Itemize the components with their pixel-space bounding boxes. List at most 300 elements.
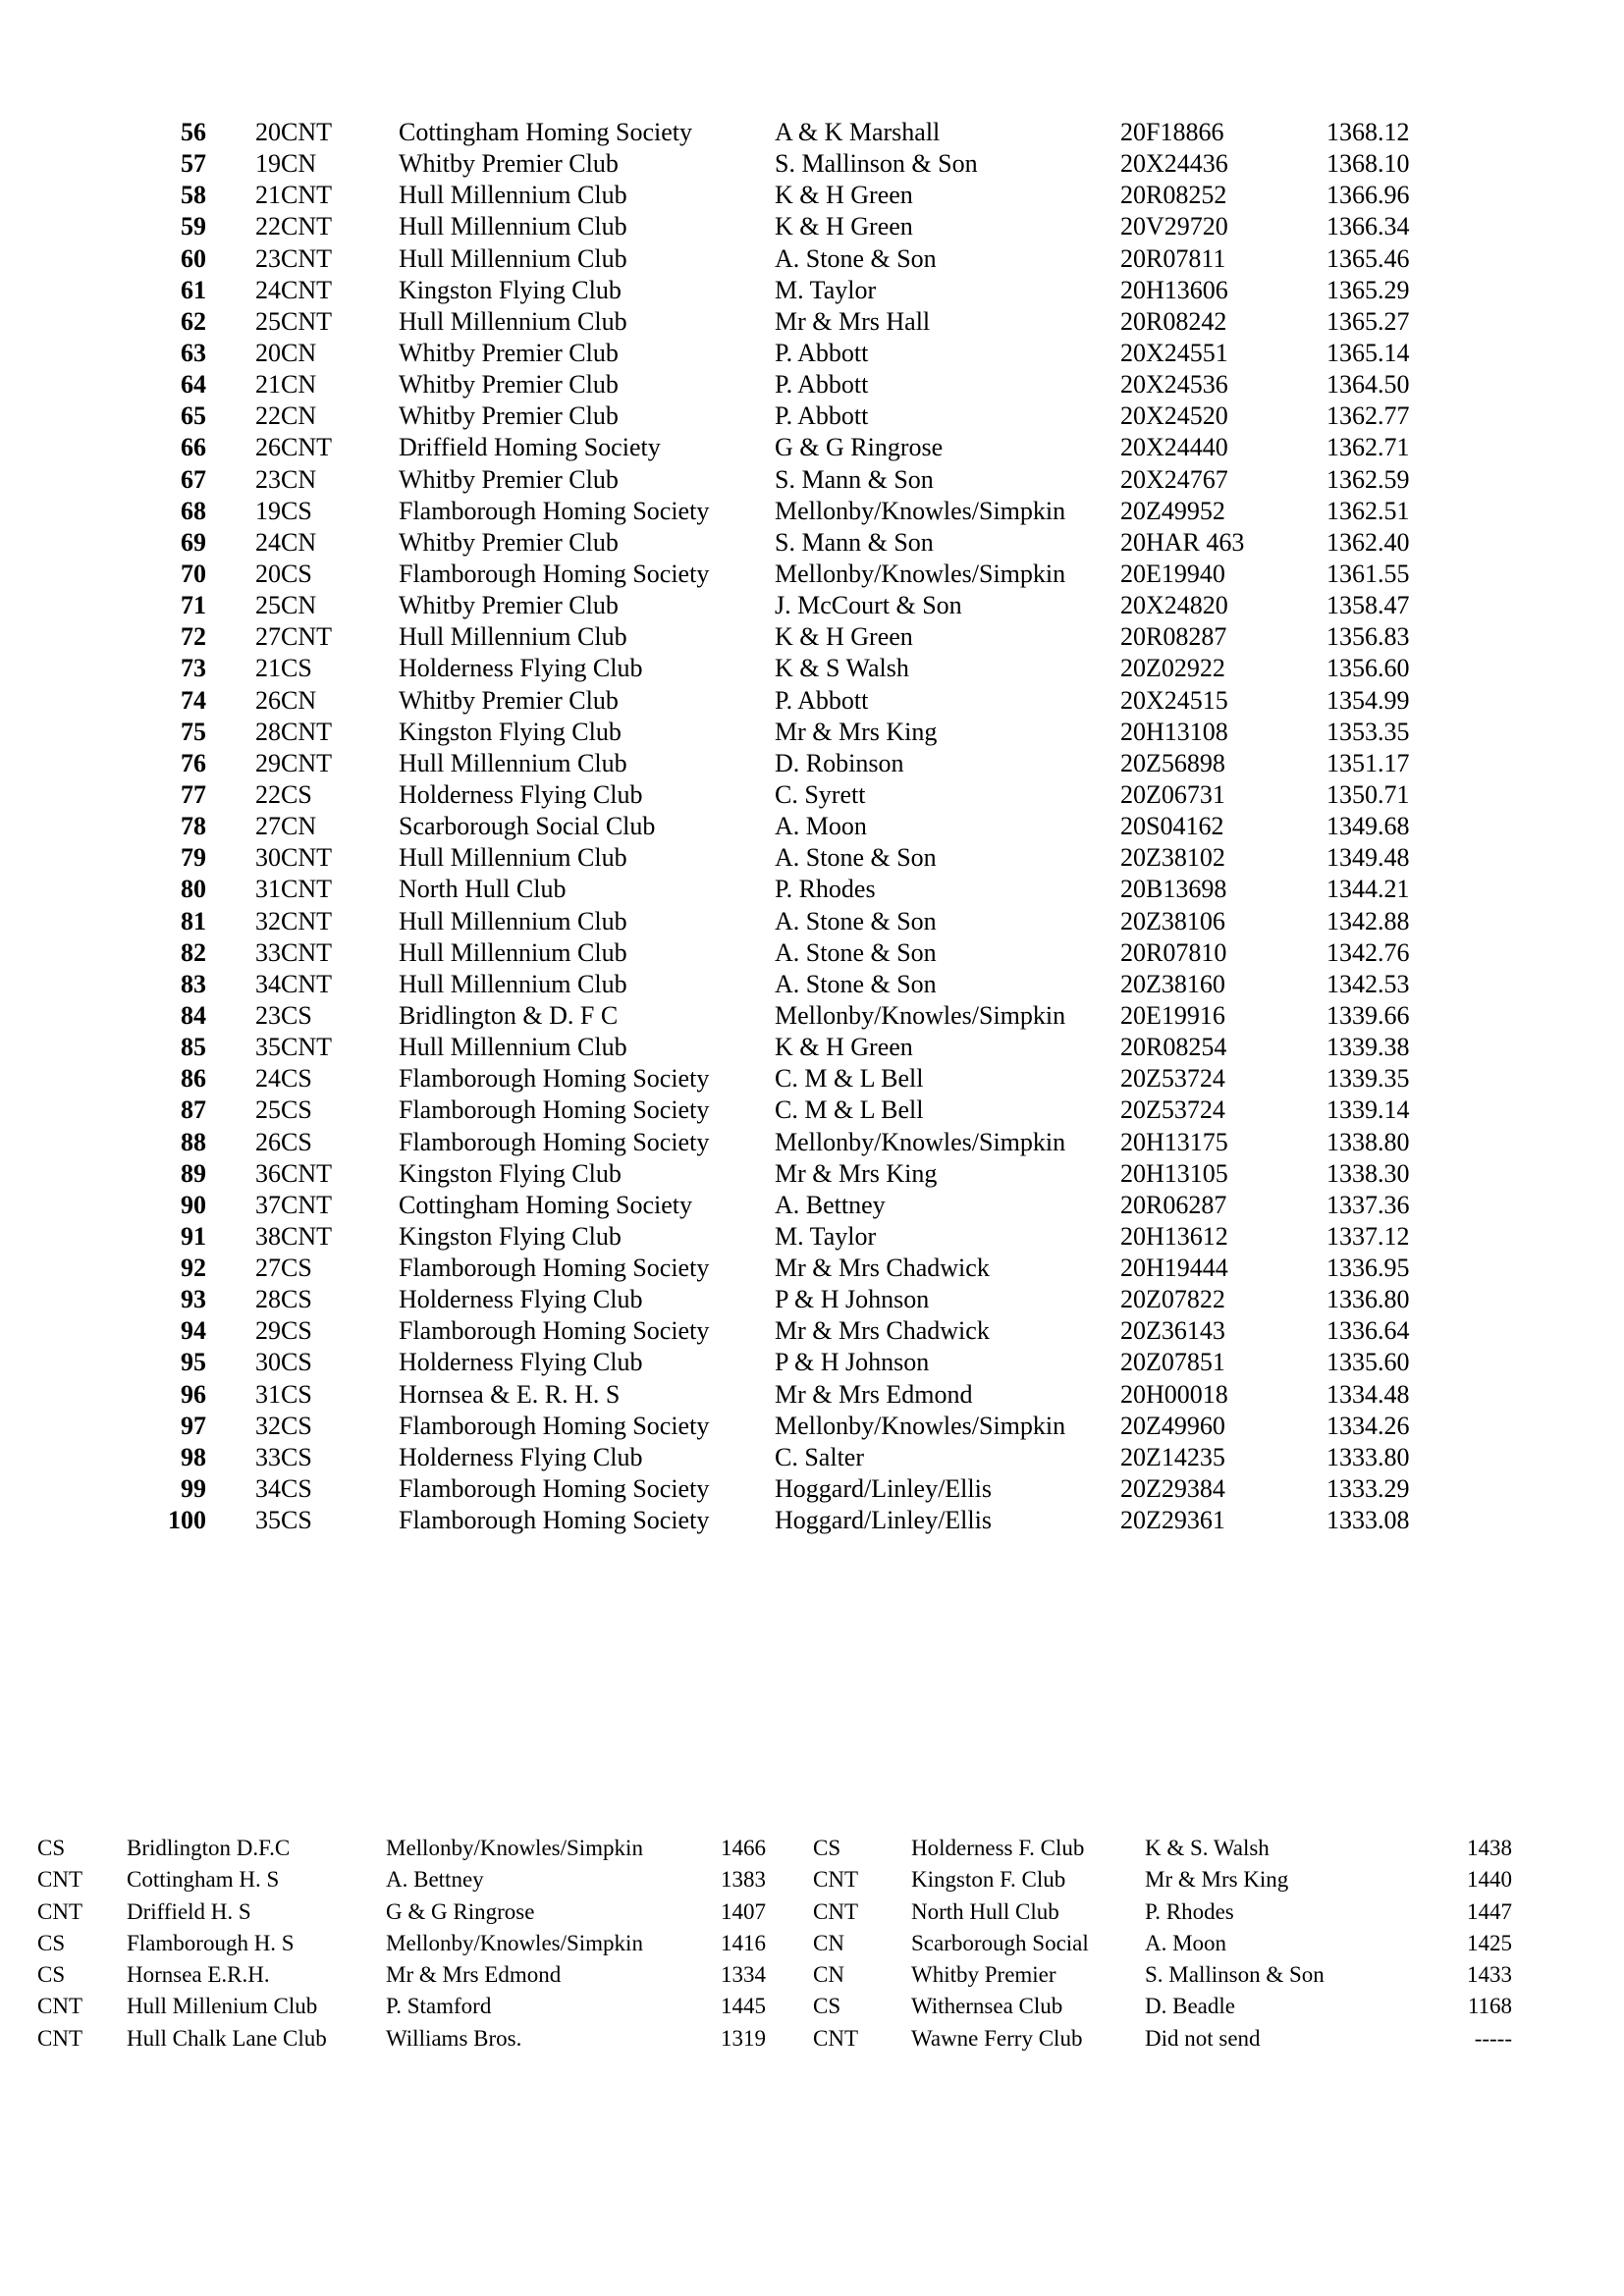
velocity-cell: 1365.29	[1326, 275, 1410, 304]
position-cell: 85	[181, 1033, 206, 1062]
section-cell: 24CN	[255, 527, 317, 557]
velocity-cell: 1336.95	[1326, 1254, 1410, 1283]
ring-number-cell: 20H13175	[1120, 1127, 1228, 1156]
result-row	[0, 496, 1624, 527]
member-name-cell: Mellonby/Knowles/Simpkin	[775, 1000, 1066, 1030]
position-cell: 100	[168, 1506, 206, 1535]
club-cell: Kingston Flying Club	[399, 1221, 622, 1251]
velocity-cell: 1349.68	[1326, 812, 1410, 841]
summary-section-cell: CS	[813, 1994, 841, 2019]
section-cell: 21CS	[255, 654, 312, 683]
position-cell: 68	[181, 496, 206, 525]
summary-velocity-cell: 1425	[1467, 1930, 1512, 1955]
section-cell: 28CS	[255, 1285, 312, 1314]
velocity-cell: 1353.35	[1326, 717, 1410, 746]
position-cell: 76	[181, 748, 206, 777]
position-cell: 75	[181, 717, 206, 746]
club-cell: Holderness Flying Club	[399, 1442, 643, 1471]
result-row	[0, 275, 1624, 306]
ring-number-cell: 20X24436	[1120, 149, 1228, 179]
member-name-cell: P & H Johnson	[775, 1348, 930, 1377]
member-name-cell: A. Stone & Son	[775, 969, 937, 998]
summary-winner-cell: Williams Bros.	[386, 2025, 522, 2051]
club-cell: Holderness Flying Club	[399, 779, 643, 809]
summary-row	[0, 1833, 1624, 1864]
member-name-cell: Mellonby/Knowles/Simpkin	[775, 1127, 1066, 1156]
ring-number-cell: 20Z38160	[1120, 969, 1225, 998]
result-row	[0, 621, 1624, 653]
result-row	[0, 180, 1624, 211]
results-table	[0, 117, 1624, 1536]
ring-number-cell: 20X24520	[1120, 401, 1228, 431]
position-cell: 58	[181, 181, 206, 210]
summary-section-cell: CNT	[813, 2025, 858, 2051]
summary-velocity-cell: -----	[1474, 2025, 1512, 2051]
section-cell: 25CS	[255, 1095, 312, 1125]
position-cell: 79	[181, 843, 206, 873]
summary-club-cell: Hull Chalk Lane Club	[127, 2025, 327, 2051]
summary-club-cell: Hull Millenium Club	[127, 1994, 318, 2019]
position-cell: 71	[181, 591, 206, 620]
member-name-cell: A. Stone & Son	[775, 843, 937, 873]
position-cell: 57	[181, 149, 206, 179]
club-cell: Hull Millennium Club	[399, 622, 627, 652]
position-cell: 84	[181, 1000, 206, 1030]
ring-number-cell: 20X24515	[1120, 685, 1228, 715]
section-cell: 34CS	[255, 1474, 312, 1504]
ring-number-cell: 20H13606	[1120, 275, 1228, 304]
ring-number-cell: 20H19444	[1120, 1254, 1228, 1283]
section-cell: 25CNT	[255, 306, 332, 336]
summary-velocity-cell: 1445	[721, 1994, 766, 2019]
ring-number-cell: 20H13105	[1120, 1158, 1228, 1188]
result-row	[0, 779, 1624, 811]
summary-velocity-cell: 1383	[721, 1867, 766, 1893]
club-cell: Hull Millennium Club	[399, 969, 627, 998]
summary-winner-cell: S. Mallinson & Son	[1145, 1962, 1325, 1988]
club-cell: Scarborough Social Club	[399, 812, 656, 841]
summary-winner-cell: K & S. Walsh	[1145, 1836, 1270, 1860]
velocity-cell: 1334.26	[1326, 1411, 1410, 1440]
velocity-cell: 1365.27	[1326, 306, 1410, 336]
result-row	[0, 1063, 1624, 1095]
member-name-cell: S. Mann & Son	[775, 464, 934, 494]
ring-number-cell: 20R07810	[1120, 937, 1227, 967]
summary-velocity-cell: 1168	[1467, 1994, 1512, 2019]
position-cell: 86	[181, 1064, 206, 1094]
club-cell: Holderness Flying Club	[399, 1285, 643, 1314]
club-cell: Hull Millennium Club	[399, 243, 627, 273]
member-name-cell: A. Stone & Son	[775, 937, 937, 967]
section-cell: 27CN	[255, 812, 317, 841]
velocity-cell: 1342.53	[1326, 969, 1410, 998]
ring-number-cell: 20X24536	[1120, 370, 1228, 400]
position-cell: 67	[181, 464, 206, 494]
position-cell: 56	[181, 118, 206, 146]
ring-number-cell: 20H00018	[1120, 1379, 1228, 1409]
summary-section-cell: CS	[813, 1836, 841, 1860]
ring-number-cell: 20Z14235	[1120, 1442, 1225, 1471]
member-name-cell: Mr & Mrs King	[775, 1158, 938, 1188]
velocity-cell: 1356.60	[1326, 654, 1410, 683]
result-row	[0, 969, 1624, 1000]
member-name-cell: P. Abbott	[775, 401, 869, 431]
club-cell: Bridlington & D. F C	[399, 1000, 619, 1030]
position-cell: 63	[181, 338, 206, 367]
summary-row	[0, 1896, 1624, 1928]
summary-section-cell: CNT	[37, 1898, 82, 1924]
ring-number-cell: 20E19916	[1120, 1000, 1225, 1030]
summary-velocity-cell: 1334	[721, 1962, 766, 1988]
member-name-cell: P & H Johnson	[775, 1285, 930, 1314]
result-row	[0, 717, 1624, 748]
section-cell: 31CNT	[255, 875, 332, 904]
member-name-cell: Hoggard/Linley/Ellis	[775, 1474, 992, 1504]
summary-section-cell: CNT	[37, 2025, 82, 2051]
result-row	[0, 464, 1624, 496]
summary-section-cell: CS	[37, 1836, 66, 1860]
position-cell: 70	[181, 559, 206, 588]
section-cell: 30CS	[255, 1348, 312, 1377]
position-cell: 62	[181, 306, 206, 336]
result-row	[0, 559, 1624, 590]
ring-number-cell: 20Z38102	[1120, 843, 1225, 873]
club-cell: Flamborough Homing Society	[399, 1064, 710, 1094]
summary-section-cell: CNT	[813, 1867, 858, 1893]
position-cell: 87	[181, 1095, 206, 1125]
member-name-cell: Mr & Mrs King	[775, 717, 938, 746]
summary-section-cell: CS	[37, 1930, 66, 1955]
position-cell: 96	[181, 1379, 206, 1409]
section-cell: 26CS	[255, 1127, 312, 1156]
member-name-cell: Mellonby/Knowles/Simpkin	[775, 496, 1066, 525]
member-name-cell: K & S Walsh	[775, 654, 909, 683]
summary-winner-cell: Mr & Mrs Edmond	[386, 1962, 562, 1988]
position-cell: 78	[181, 812, 206, 841]
section-cell: 20CN	[255, 338, 317, 367]
member-name-cell: K & H Green	[775, 212, 913, 241]
summary-winner-cell: P. Stamford	[386, 1994, 492, 2019]
position-cell: 60	[181, 243, 206, 273]
summary-club-cell: North Hull Club	[911, 1898, 1059, 1924]
section-cell: 23CN	[255, 464, 317, 494]
result-row	[0, 1000, 1624, 1032]
section-cell: 22CNT	[255, 212, 332, 241]
club-cell: Hull Millennium Club	[399, 906, 627, 935]
ring-number-cell: 20Z38106	[1120, 906, 1225, 935]
result-row	[0, 1221, 1624, 1253]
section-cell: 23CNT	[255, 243, 332, 273]
club-cell: Whitby Premier Club	[399, 591, 619, 620]
summary-row	[0, 1959, 1624, 1991]
velocity-cell: 1339.38	[1326, 1033, 1410, 1062]
section-cell: 26CN	[255, 685, 317, 715]
position-cell: 81	[181, 906, 206, 935]
club-cell: Flamborough Homing Society	[399, 496, 710, 525]
position-cell: 72	[181, 622, 206, 652]
club-summary-table	[0, 1833, 1624, 2055]
member-name-cell: K & H Green	[775, 622, 913, 652]
summary-section-cell: CN	[813, 1930, 844, 1955]
velocity-cell: 1336.64	[1326, 1316, 1410, 1346]
result-row	[0, 369, 1624, 400]
result-row	[0, 906, 1624, 937]
result-row	[0, 211, 1624, 242]
summary-winner-cell: A. Bettney	[386, 1867, 484, 1893]
result-row	[0, 148, 1624, 180]
summary-winner-cell: Did not send	[1145, 2025, 1261, 2051]
member-name-cell: S. Mann & Son	[775, 527, 934, 557]
member-name-cell: A. Stone & Son	[775, 243, 937, 273]
velocity-cell: 1333.08	[1326, 1506, 1410, 1535]
summary-club-cell: Whitby Premier	[911, 1962, 1056, 1988]
club-cell: Whitby Premier Club	[399, 370, 619, 400]
result-row	[0, 1190, 1624, 1221]
member-name-cell: C. M & L Bell	[775, 1064, 924, 1094]
velocity-cell: 1366.34	[1326, 212, 1410, 241]
member-name-cell: A. Stone & Son	[775, 906, 937, 935]
summary-club-cell: Driffield H. S	[127, 1898, 251, 1924]
summary-winner-cell: Mr & Mrs King	[1145, 1867, 1289, 1893]
result-row	[0, 685, 1624, 717]
velocity-cell: 1362.51	[1326, 496, 1410, 525]
section-cell: 29CS	[255, 1316, 312, 1346]
club-cell: Flamborough Homing Society	[399, 1474, 710, 1504]
section-cell: 23CS	[255, 1000, 312, 1030]
position-cell: 74	[181, 685, 206, 715]
summary-winner-cell: Mellonby/Knowles/Simpkin	[386, 1930, 643, 1955]
club-cell: Cottingham Homing Society	[399, 118, 692, 146]
position-cell: 94	[181, 1316, 206, 1346]
member-name-cell: P. Abbott	[775, 338, 869, 367]
ring-number-cell: 20H13612	[1120, 1221, 1228, 1251]
ring-number-cell: 20B13698	[1120, 875, 1227, 904]
club-cell: Hull Millennium Club	[399, 937, 627, 967]
ring-number-cell: 20Z49952	[1120, 496, 1225, 525]
ring-number-cell: 20R07811	[1120, 243, 1226, 273]
member-name-cell: K & H Green	[775, 181, 913, 210]
summary-winner-cell: A. Moon	[1145, 1930, 1227, 1955]
ring-number-cell: 20Z36143	[1120, 1316, 1225, 1346]
section-cell: 28CNT	[255, 717, 332, 746]
ring-number-cell: 20Z06731	[1120, 779, 1225, 809]
club-cell: Driffield Homing Society	[399, 433, 661, 462]
result-row	[0, 243, 1624, 275]
position-cell: 59	[181, 212, 206, 241]
member-name-cell: P. Abbott	[775, 685, 869, 715]
result-row	[0, 1253, 1624, 1284]
position-cell: 95	[181, 1348, 206, 1377]
position-cell: 64	[181, 370, 206, 400]
member-name-cell: P. Abbott	[775, 370, 869, 400]
velocity-cell: 1333.29	[1326, 1474, 1410, 1504]
summary-club-cell: Kingston F. Club	[911, 1867, 1066, 1893]
member-name-cell: D. Robinson	[775, 748, 904, 777]
position-cell: 65	[181, 401, 206, 431]
member-name-cell: Hoggard/Linley/Ellis	[775, 1506, 992, 1535]
club-cell: North Hull Club	[399, 875, 567, 904]
section-cell: 22CS	[255, 779, 312, 809]
member-name-cell: C. Syrett	[775, 779, 866, 809]
position-cell: 91	[181, 1221, 206, 1251]
club-cell: Flamborough Homing Society	[399, 1411, 710, 1440]
summary-velocity-cell: 1416	[721, 1930, 766, 1955]
result-row	[0, 400, 1624, 432]
member-name-cell: Mellonby/Knowles/Simpkin	[775, 1411, 1066, 1440]
ring-number-cell: 20V29720	[1120, 212, 1228, 241]
section-cell: 19CN	[255, 149, 317, 179]
velocity-cell: 1342.88	[1326, 906, 1410, 935]
summary-section-cell: CNT	[37, 1867, 82, 1893]
result-row	[0, 338, 1624, 369]
section-cell: 35CS	[255, 1506, 312, 1535]
velocity-cell: 1349.48	[1326, 843, 1410, 873]
velocity-cell: 1338.30	[1326, 1158, 1410, 1188]
velocity-cell: 1344.21	[1326, 875, 1410, 904]
ring-number-cell: 20H13108	[1120, 717, 1228, 746]
member-name-cell: A. Bettney	[775, 1190, 886, 1219]
section-cell: 29CNT	[255, 748, 332, 777]
summary-velocity-cell: 1440	[1467, 1867, 1512, 1893]
ring-number-cell: 20X24551	[1120, 338, 1228, 367]
summary-velocity-cell: 1407	[721, 1898, 766, 1924]
ring-number-cell: 20F18866	[1120, 118, 1224, 146]
velocity-cell: 1356.83	[1326, 622, 1410, 652]
summary-club-cell: Withernsea Club	[911, 1994, 1063, 2019]
result-row	[0, 842, 1624, 874]
position-cell: 66	[181, 433, 206, 462]
summary-row	[0, 1928, 1624, 1959]
ring-number-cell: 20Z07851	[1120, 1348, 1225, 1377]
club-cell: Holderness Flying Club	[399, 1348, 643, 1377]
member-name-cell: P. Rhodes	[775, 875, 876, 904]
velocity-cell: 1362.59	[1326, 464, 1410, 494]
club-cell: Whitby Premier Club	[399, 338, 619, 367]
result-row	[0, 432, 1624, 463]
result-row	[0, 1411, 1624, 1442]
section-cell: 34CNT	[255, 969, 332, 998]
velocity-cell: 1339.66	[1326, 1000, 1410, 1030]
result-row	[0, 1095, 1624, 1126]
section-cell: 21CNT	[255, 181, 332, 210]
velocity-cell: 1335.60	[1326, 1348, 1410, 1377]
club-cell: Flamborough Homing Society	[399, 1095, 710, 1125]
summary-row	[0, 2023, 1624, 2055]
velocity-cell: 1364.50	[1326, 370, 1410, 400]
velocity-cell: 1365.46	[1326, 243, 1410, 273]
result-row	[0, 1347, 1624, 1378]
ring-number-cell: 20X24767	[1120, 464, 1228, 494]
ring-number-cell: 20X24820	[1120, 591, 1228, 620]
ring-number-cell: 20Z53724	[1120, 1095, 1225, 1125]
member-name-cell: Mr & Mrs Chadwick	[775, 1316, 990, 1346]
section-cell: 33CS	[255, 1442, 312, 1471]
club-cell: Flamborough Homing Society	[399, 559, 710, 588]
position-cell: 88	[181, 1127, 206, 1156]
summary-velocity-cell: 1433	[1467, 1962, 1512, 1988]
section-cell: 35CNT	[255, 1033, 332, 1062]
velocity-cell: 1361.55	[1326, 559, 1410, 588]
ring-number-cell: 20R08252	[1120, 181, 1227, 210]
section-cell: 38CNT	[255, 1221, 332, 1251]
velocity-cell: 1365.14	[1326, 338, 1410, 367]
summary-club-cell: Hornsea E.R.H.	[127, 1962, 270, 1988]
velocity-cell: 1337.12	[1326, 1221, 1410, 1251]
result-row	[0, 1473, 1624, 1505]
section-cell: 20CS	[255, 559, 312, 588]
summary-section-cell: CNT	[813, 1898, 858, 1924]
section-cell: 33CNT	[255, 937, 332, 967]
section-cell: 27CS	[255, 1254, 312, 1283]
position-cell: 82	[181, 937, 206, 967]
result-row	[0, 1127, 1624, 1158]
result-row	[0, 937, 1624, 969]
section-cell: 21CN	[255, 370, 317, 400]
summary-row	[0, 1991, 1624, 2022]
club-cell: Hull Millennium Club	[399, 306, 627, 336]
position-cell: 90	[181, 1190, 206, 1219]
result-row	[0, 527, 1624, 559]
position-cell: 80	[181, 875, 206, 904]
club-cell: Cottingham Homing Society	[399, 1190, 692, 1219]
section-cell: 32CNT	[255, 906, 332, 935]
club-cell: Flamborough Homing Society	[399, 1254, 710, 1283]
summary-velocity-cell: 1319	[721, 2025, 766, 2051]
result-row	[0, 1032, 1624, 1063]
summary-club-cell: Wawne Ferry Club	[911, 2025, 1083, 2051]
ring-number-cell: 20S04162	[1120, 812, 1224, 841]
club-cell: Whitby Premier Club	[399, 527, 619, 557]
club-cell: Hull Millennium Club	[399, 843, 627, 873]
club-cell: Flamborough Homing Society	[399, 1127, 710, 1156]
result-row	[0, 117, 1624, 148]
ring-number-cell: 20Z53724	[1120, 1064, 1225, 1094]
member-name-cell: C. M & L Bell	[775, 1095, 924, 1125]
velocity-cell: 1338.80	[1326, 1127, 1410, 1156]
result-row	[0, 1284, 1624, 1315]
club-cell: Hornsea & E. R. H. S	[399, 1379, 621, 1409]
club-cell: Whitby Premier Club	[399, 685, 619, 715]
section-cell: 36CNT	[255, 1158, 332, 1188]
result-row	[0, 1505, 1624, 1536]
club-cell: Kingston Flying Club	[399, 1158, 622, 1188]
member-name-cell: C. Salter	[775, 1442, 864, 1471]
member-name-cell: S. Mallinson & Son	[775, 149, 978, 179]
ring-number-cell: 20Z56898	[1120, 748, 1225, 777]
ring-number-cell: 20E19940	[1120, 559, 1225, 588]
result-row	[0, 874, 1624, 905]
result-row	[0, 1315, 1624, 1347]
member-name-cell: J. McCourt & Son	[775, 591, 962, 620]
result-row	[0, 1442, 1624, 1473]
velocity-cell: 1366.96	[1326, 181, 1410, 210]
summary-winner-cell: P. Rhodes	[1145, 1898, 1234, 1924]
ring-number-cell: 20Z49960	[1120, 1411, 1225, 1440]
ring-number-cell: 20Z29384	[1120, 1474, 1225, 1504]
summary-winner-cell: D. Beadle	[1145, 1994, 1235, 2019]
result-row	[0, 590, 1624, 621]
member-name-cell: Mr & Mrs Chadwick	[775, 1254, 990, 1283]
member-name-cell: G & G Ringrose	[775, 433, 944, 462]
velocity-cell: 1337.36	[1326, 1190, 1410, 1219]
club-cell: Hull Millennium Club	[399, 1033, 627, 1062]
summary-section-cell: CNT	[37, 1994, 82, 2019]
section-cell: 25CN	[255, 591, 317, 620]
position-cell: 89	[181, 1158, 206, 1188]
section-cell: 26CNT	[255, 433, 332, 462]
summary-velocity-cell: 1447	[1467, 1898, 1512, 1924]
velocity-cell: 1336.80	[1326, 1285, 1410, 1314]
